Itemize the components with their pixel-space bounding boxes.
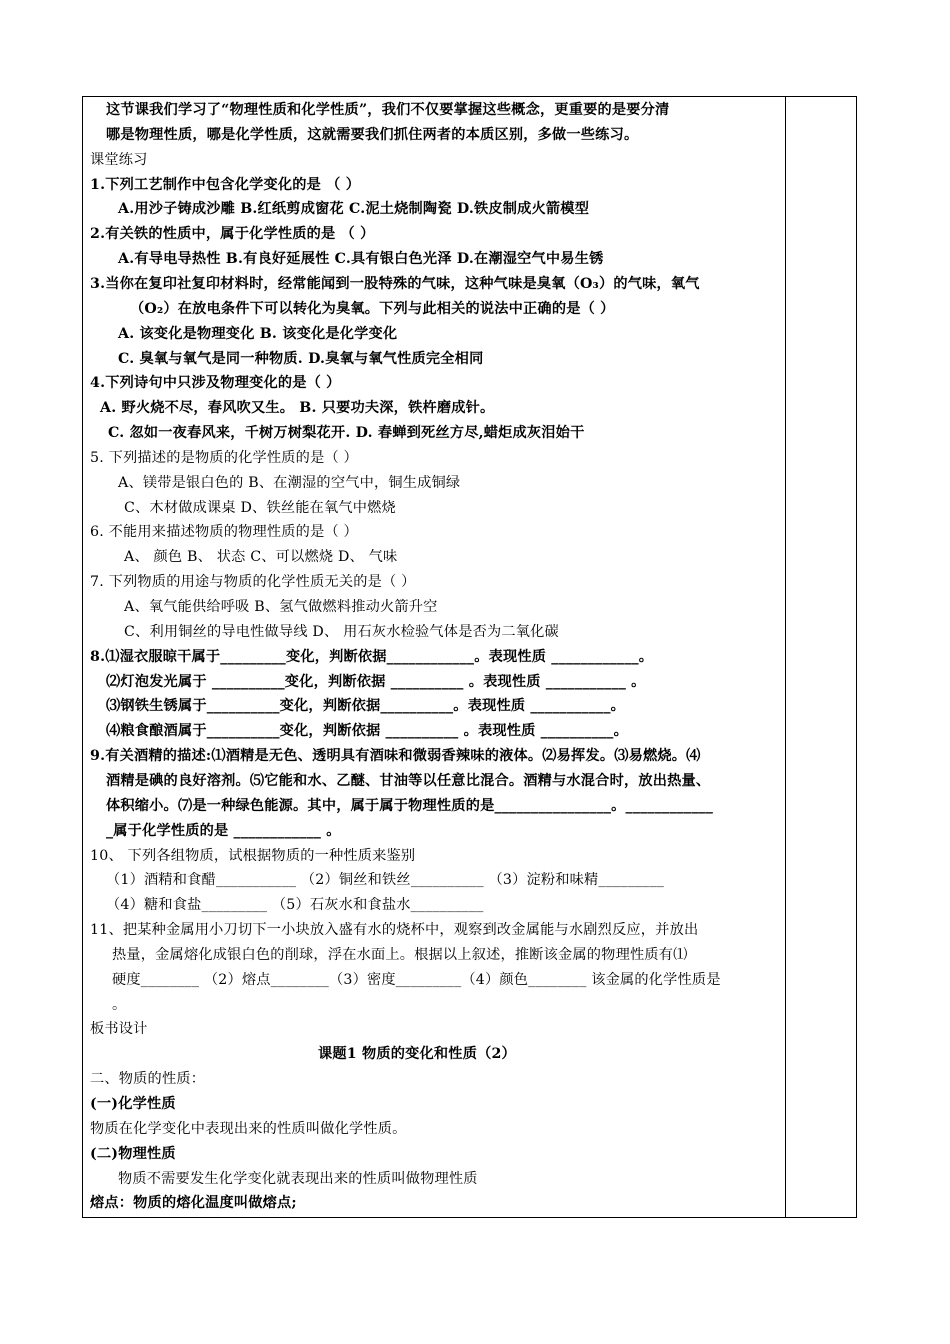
text-line: 4.下列诗句中只涉及物理变化的是（ ） <box>90 375 341 392</box>
text-line: 这节课我们学习了“物理性质和化学性质”，我们不仅要掌握这些概念，更重要的是要分清 <box>106 102 670 118</box>
text-line: 5. 下列描述的是物质的化学性质的是（ ） <box>90 449 358 466</box>
text-line: C、利用铜丝的导电性做导线 D、 用石灰水检验气体是否为二氧化碳 <box>124 623 559 640</box>
text-line: A、镁带是银白色的 B、在潮湿的空气中，铜生成铜绿 <box>118 474 461 491</box>
text-line: ⑶钢铁生锈属于__________变化，判断依据__________。表现性质 ___________。 <box>106 698 625 715</box>
text-line: 课题1 物质的变化和性质（2） <box>318 1046 516 1063</box>
text-line: （4）糖和食盐_________ （5）石灰水和食盐水__________ <box>106 897 484 914</box>
text-line: 8.⑴湿衣服晾干属于_________变化，判断依据____________。表现性质 ____________。 <box>90 648 654 665</box>
text-line: 10、 下列各组物质，试根据物质的一种性质来鉴别 <box>90 847 416 864</box>
text-line: 1.下列工艺制作中包含化学变化的是 （ ） <box>90 176 361 193</box>
text-line: 体积缩小。⑺是一种绿色能源。其中，属于属于物理性质的是________________。____________ <box>106 797 714 814</box>
text-line: 哪是物理性质，哪是化学性质，这就需要我们抓住两者的本质区别，多做一些练习。 <box>106 126 639 143</box>
text-line: ⑷粮食酿酒属于__________变化，判断依据 __________ 。表现性质 __________。 <box>106 723 628 740</box>
text-line: 11、把某种金属用小刀切下一小块放入盛有水的烧杯中，观察到改金属能与水剧烈反应，并放出 <box>90 922 699 939</box>
text-line: 板书设计 <box>90 1021 148 1038</box>
text-line: 二、物质的性质： <box>90 1071 206 1088</box>
text-line: 。 <box>112 996 127 1013</box>
text-line: 6. 不能用来描述物质的物理性质的是（ ） <box>90 524 358 541</box>
text-line: C. 忽如一夜春风来，千树万树梨花开. D. 春蝉到死丝方尽,蜡炬成灰泪始干 <box>108 425 585 442</box>
text-line: A、 颜色 B、 状态 C、可以燃烧 D、 气味 <box>124 549 398 566</box>
text-line: 热量，金属熔化成银白色的削球，浮在水面上。根据以上叙述，推断该金属的物理性质有⑴ <box>112 946 688 963</box>
table-column-divider <box>785 96 786 1218</box>
text-line: 7. 下列物质的用途与物质的化学性质无关的是（ ） <box>90 574 416 591</box>
text-line: （O₂）在放电条件下可以转化为臭氧。下列与此相关的说法中正确的是（ ） <box>130 300 615 317</box>
text-line: A. 野火烧不尽，春风吹又生。 B. 只要功夫深，铁杵磨成针。 <box>100 400 495 417</box>
text-line: A、氧气能供给呼吸 B、氢气做燃料推动火箭升空 <box>124 599 438 615</box>
text-line: _属于化学性质的是 ____________ 。 <box>106 822 341 839</box>
text-line: 物质不需要发生化学变化就表现出来的性质叫做物理性质 <box>118 1170 478 1187</box>
lesson-content <box>90 100 782 1215</box>
text-line: A. 该变化是物理变化 B. 该变化是化学变化 <box>118 325 398 342</box>
text-line: 课堂练习 <box>90 151 148 168</box>
text-line: 酒精是碘的良好溶剂。⑸它能和水、乙醚、甘油等以任意比混合。酒精与水混合时，放出热量、 <box>106 772 711 789</box>
text-line: C、木材做成课桌 D、铁丝能在氧气中燃烧 <box>124 499 396 516</box>
text-line: (二)物理性质 <box>90 1145 176 1162</box>
text-line: 熔点：物质的熔化温度叫做熔点; <box>90 1195 297 1212</box>
text-line: A.有导电导热性 B.有良好延展性 C.具有银白色光泽 D.在潮湿空气中易生锈 <box>118 251 604 268</box>
text-line: 2.有关铁的性质中，属于化学性质的是 （ ） <box>90 226 375 243</box>
text-line: 3.当你在复印社复印材料时，经常能闻到一股特殊的气味，这种气味是臭氧（O₃）的气味，氧气 <box>90 275 700 292</box>
text-line: A.用沙子铸成沙雕 B.红纸剪成窗花 C.泥土烧制陶瓷 D.铁皮制成火箭模型 <box>118 201 590 218</box>
text-line: （1）酒精和食醋___________ （2）铜丝和铁丝__________ （3）淀粉和味精_________ <box>106 872 665 889</box>
text-line: C. 臭氧与氧气是同一种物质. D.臭氧与氧气性质完全相同 <box>118 350 484 367</box>
text-line: 物质在化学变化中表现出来的性质叫做化学性质。 <box>90 1120 407 1137</box>
text-line: ⑵灯泡发光属于 __________变化，判断依据 __________ 。表现性质 ___________ 。 <box>106 673 646 690</box>
text-line: (一)化学性质 <box>90 1096 176 1112</box>
text-line: 硬度________ （2）熔点________（3）密度_________（4）颜色________ 该金属的化学性质是 <box>112 971 721 988</box>
text-line: 9.有关酒精的描述:⑴酒精是无色、透明具有酒味和微弱香辣味的液体。⑵易挥发。⑶易燃烧。⑷ <box>90 748 701 765</box>
